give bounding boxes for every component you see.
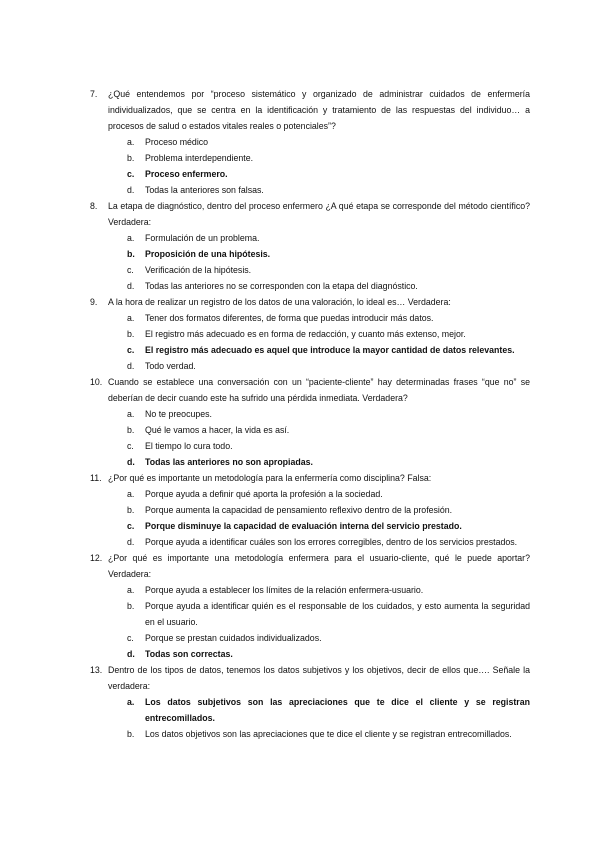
option-letter: b. bbox=[127, 249, 135, 259]
option-text: Porque se prestan cuidados individualizados. bbox=[145, 633, 322, 643]
option-letter: c. bbox=[127, 441, 134, 451]
question-7 bbox=[90, 86, 530, 134]
question-text: A la hora de realizar un registro de los datos de una valoración, lo ideal es… Verdadera: bbox=[108, 297, 451, 307]
option-text: Verificación de la hipótesis. bbox=[145, 265, 252, 275]
option-text: Porque disminuye la capacidad de evaluación interna del servicio prestado. bbox=[145, 521, 462, 531]
options-list bbox=[90, 230, 530, 294]
option-c-highlighted-answer bbox=[90, 166, 530, 182]
option-b bbox=[90, 150, 530, 166]
option-c-highlighted-answer bbox=[90, 518, 530, 534]
options-list bbox=[90, 406, 530, 470]
option-letter: c. bbox=[127, 633, 134, 643]
option-text: Tener dos formatos diferentes, de forma que puedas introducir más datos. bbox=[145, 313, 434, 323]
option-text: Todas las anteriores no se corresponden con la etapa del diagnóstico. bbox=[145, 281, 418, 291]
option-text: Formulación de un problema. bbox=[145, 233, 260, 243]
question-text: ¿Por qué es importante una metodología enfermera para el usuario-cliente, qué le puede aportar? Verdadera: bbox=[108, 553, 530, 579]
option-letter: d. bbox=[127, 649, 135, 659]
option-a bbox=[90, 134, 530, 150]
option-c bbox=[90, 438, 530, 454]
option-letter: d. bbox=[127, 281, 135, 291]
option-text: Todas la anteriores son falsas. bbox=[145, 185, 264, 195]
option-text: Problema interdependiente. bbox=[145, 153, 254, 163]
option-text: Todas son correctas. bbox=[145, 649, 233, 659]
option-text: Proceso médico bbox=[145, 137, 209, 147]
option-letter: b. bbox=[127, 601, 135, 611]
option-letter: a. bbox=[127, 489, 135, 499]
option-text: Porque ayuda a definir qué aporta la profesión a la sociedad. bbox=[145, 489, 383, 499]
question-9 bbox=[90, 294, 530, 310]
option-letter: a. bbox=[127, 137, 135, 147]
question-number: 10. bbox=[90, 377, 103, 387]
question-number: 9. bbox=[90, 297, 98, 307]
option-text: Proposición de una hipótesis. bbox=[145, 249, 271, 259]
option-b bbox=[90, 726, 530, 742]
question-12 bbox=[90, 550, 530, 582]
question-number: 11. bbox=[90, 473, 102, 483]
option-b-highlighted-answer bbox=[90, 246, 530, 262]
option-letter: b. bbox=[127, 425, 135, 435]
option-a bbox=[90, 230, 530, 246]
question-number: 12. bbox=[90, 553, 103, 563]
option-letter: b. bbox=[127, 729, 135, 739]
question-number: 8. bbox=[90, 201, 98, 211]
question-10 bbox=[90, 374, 530, 406]
option-text: Qué le vamos a hacer, la vida es así. bbox=[145, 425, 290, 435]
option-letter: b. bbox=[127, 329, 135, 339]
option-letter: a. bbox=[127, 585, 135, 595]
option-b bbox=[90, 502, 530, 518]
option-b bbox=[90, 326, 530, 342]
question-8 bbox=[90, 198, 530, 230]
option-text: Los datos objetivos son las apreciaciones que te dice el cliente y se registran entrecomillados. bbox=[145, 729, 512, 739]
option-d bbox=[90, 534, 530, 550]
option-letter: d. bbox=[127, 185, 135, 195]
option-a-highlighted-answer bbox=[90, 694, 530, 726]
option-text: El tiempo lo cura todo. bbox=[145, 441, 233, 451]
question-text: Cuando se establece una conversación con un “paciente-cliente” hay determinadas frases “que no” se deberían de decir cuando este ha sufrido una pérdida inmediata. Verdadera? bbox=[108, 377, 530, 403]
option-letter: a. bbox=[127, 233, 135, 243]
option-b bbox=[90, 598, 530, 630]
question-number: 7. bbox=[90, 89, 98, 99]
question-11 bbox=[90, 470, 530, 486]
option-letter: b. bbox=[127, 153, 135, 163]
options-list bbox=[90, 694, 530, 742]
question-text: Dentro de los tipos de datos, tenemos los datos subjetivos y los objetivos, decir de ellos que…. Señale la verdadera: bbox=[108, 665, 530, 691]
option-a bbox=[90, 582, 530, 598]
question-text: ¿Por qué es importante un metodología para la enfermería como disciplina? Falsa: bbox=[108, 473, 432, 483]
question-number: 13. bbox=[90, 665, 103, 675]
option-text: No te preocupes. bbox=[145, 409, 212, 419]
option-text: El registro más adecuado es aquel que introduce la mayor cantidad de datos relevantes. bbox=[145, 345, 515, 355]
option-letter: d. bbox=[127, 537, 135, 547]
option-text: Los datos subjetivos son las apreciaciones que te dice el cliente y se registran entrecomillados. bbox=[145, 697, 530, 723]
option-text: Porque ayuda a identificar cuáles son los errores corregibles, dentro de los servicios prestados. bbox=[145, 537, 518, 547]
question-13 bbox=[90, 662, 530, 694]
option-c bbox=[90, 262, 530, 278]
option-text: Porque ayuda a identificar quién es el responsable de los cuidados, y esto aumenta la seguridad en el usuario. bbox=[145, 601, 530, 627]
option-d-highlighted-answer bbox=[90, 454, 530, 470]
option-letter: c. bbox=[127, 265, 134, 275]
option-d bbox=[90, 182, 530, 198]
option-text: Proceso enfermero. bbox=[145, 169, 228, 179]
option-a bbox=[90, 310, 530, 326]
option-letter: d. bbox=[127, 361, 135, 371]
option-text: El registro más adecuado es en forma de redacción, y cuanto más extenso, mejor. bbox=[145, 329, 466, 339]
option-b bbox=[90, 422, 530, 438]
option-letter: c. bbox=[127, 345, 135, 355]
option-letter: b. bbox=[127, 505, 135, 515]
option-d-highlighted-answer bbox=[90, 646, 530, 662]
option-a bbox=[90, 406, 530, 422]
option-letter: a. bbox=[127, 697, 135, 707]
option-text: Porque aumenta la capacidad de pensamiento reflexivo dentro de la profesión. bbox=[145, 505, 453, 515]
options-list bbox=[90, 486, 530, 550]
option-letter: c. bbox=[127, 169, 135, 179]
question-text: ¿Qué entendemos por “proceso sistemático y organizado de administrar cuidados de enfermería individualizados, que se centra en la identificación y tratamiento de las respuestas del individuo… a procesos de salud o estados vitales reales o potenciales”? bbox=[108, 89, 530, 131]
option-letter: c. bbox=[127, 521, 135, 531]
option-d bbox=[90, 358, 530, 374]
options-list bbox=[90, 310, 530, 374]
option-text: Porque ayuda a establecer los límites de la relación enfermera-usuario. bbox=[145, 585, 424, 595]
option-letter: d. bbox=[127, 457, 135, 467]
options-list bbox=[90, 134, 530, 198]
option-text: Todo verdad. bbox=[145, 361, 196, 371]
option-d bbox=[90, 278, 530, 294]
option-c bbox=[90, 630, 530, 646]
question-text: La etapa de diagnóstico, dentro del proceso enfermero ¿A qué etapa se corresponde del método científico? Verdadera: bbox=[108, 201, 530, 227]
option-a bbox=[90, 486, 530, 502]
option-letter: a. bbox=[127, 409, 135, 419]
option-c-highlighted-answer bbox=[90, 342, 530, 358]
options-list bbox=[90, 582, 530, 662]
option-text: Todas las anteriores no son apropiadas. bbox=[145, 457, 313, 467]
option-letter: a. bbox=[127, 313, 135, 323]
